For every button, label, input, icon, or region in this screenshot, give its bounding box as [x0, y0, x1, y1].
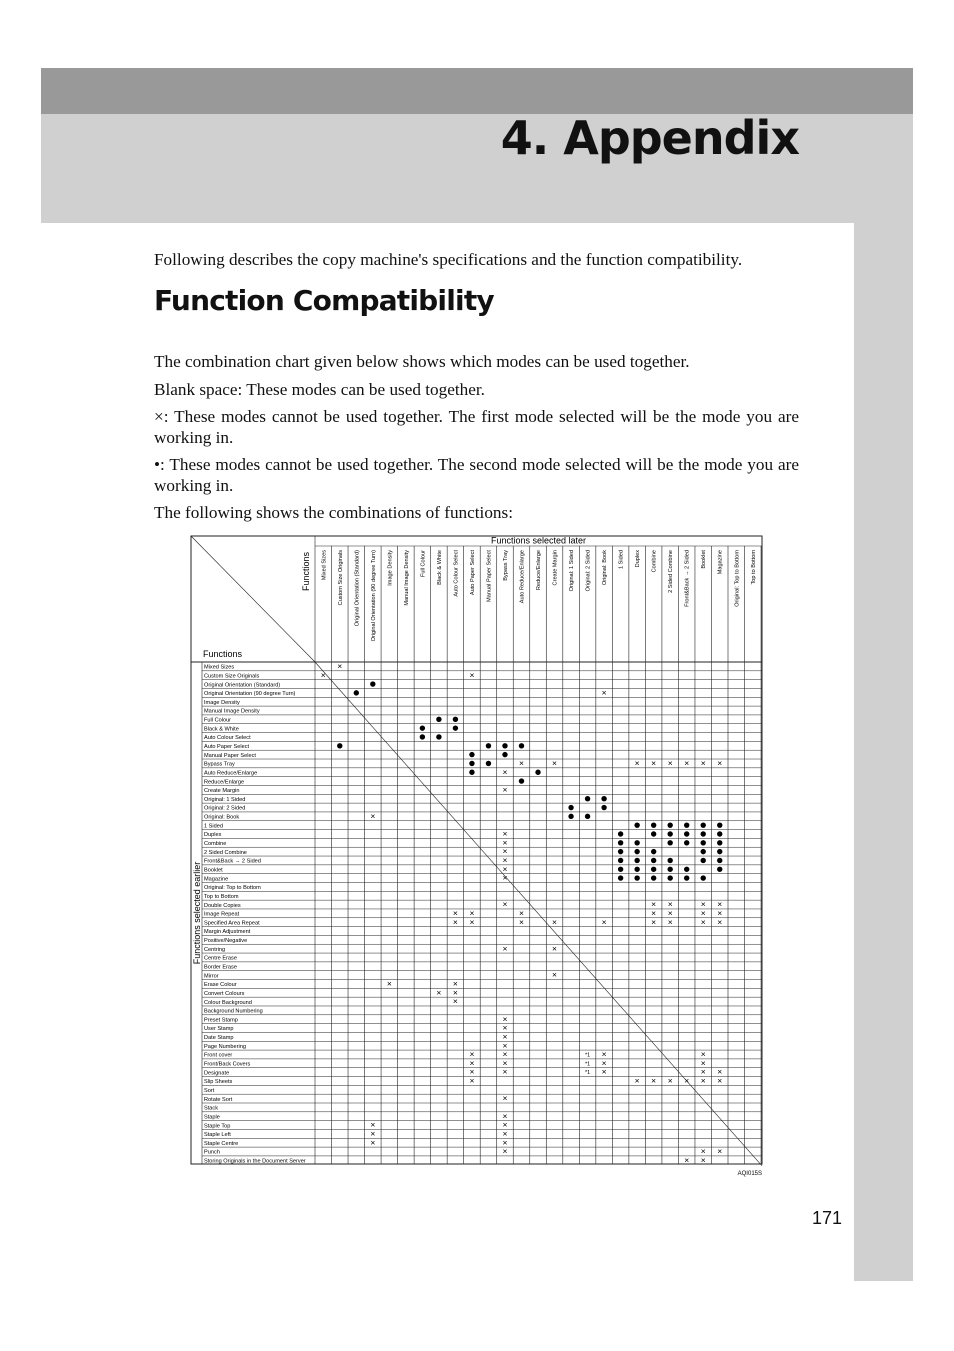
cell-cross: ×	[552, 916, 558, 927]
cell-cross: ×	[502, 1031, 508, 1042]
cell-dot	[667, 831, 672, 836]
cell-dot	[568, 805, 573, 810]
cell-cross: ×	[452, 916, 458, 927]
column-header: Manual Image Density	[403, 550, 410, 606]
column-header: Front&Back → 2 Sided	[684, 550, 691, 607]
cell-cross: ×	[601, 1057, 607, 1068]
column-header: Booklet	[701, 550, 708, 569]
cell-dot	[717, 867, 722, 872]
row-label: Reduce/Enlarge	[204, 779, 245, 786]
row-label: Duplex	[204, 832, 222, 839]
cell-cross: ×	[502, 872, 508, 883]
cell-dot	[684, 875, 689, 880]
cell-cross: ×	[452, 907, 458, 918]
cell-dot	[601, 805, 606, 810]
corner-functions-earlier-label: Functions	[203, 649, 243, 659]
cell-dot	[486, 743, 491, 748]
cell-dot	[667, 867, 672, 872]
cell-dot	[651, 858, 656, 863]
cell-cross: ×	[684, 758, 690, 769]
column-header: Original: Top to Bottom	[734, 550, 741, 607]
corner-functions-later-label: Functions	[301, 551, 311, 591]
cell-dot	[684, 867, 689, 872]
cell-dot	[634, 858, 639, 863]
row-label: Image Repeat	[204, 911, 240, 918]
chapter-title: 4. Appendix	[500, 111, 799, 165]
cell-dot	[701, 858, 706, 863]
cell-cross: ×	[717, 1075, 723, 1086]
cell-cross: ×	[552, 758, 558, 769]
cell-cross: ×	[717, 916, 723, 927]
cell-dot	[420, 734, 425, 739]
cell-cross: ×	[700, 1066, 706, 1077]
cell-cross: ×	[667, 907, 673, 918]
cell-dot	[684, 831, 689, 836]
cell-dot	[453, 717, 458, 722]
cell-cross: ×	[502, 828, 508, 839]
row-label: Staple	[204, 1114, 220, 1121]
cell-cross: ×	[502, 1119, 508, 1130]
cell-cross: ×	[502, 1049, 508, 1060]
row-label: Storing Originals in the Document Server	[204, 1158, 306, 1165]
column-header: Auto Colour Select	[453, 550, 460, 597]
cell-dot	[519, 743, 524, 748]
cell-cross: ×	[502, 899, 508, 910]
row-label: Front cover	[204, 1052, 233, 1059]
column-header: Image Density	[387, 550, 394, 586]
cell-dot	[601, 796, 606, 801]
cell-cross: ×	[601, 916, 607, 927]
cell-cross: ×	[502, 784, 508, 795]
cell-cross: ×	[700, 1049, 706, 1060]
cell-cross: ×	[502, 1040, 508, 1051]
cell-dot	[585, 814, 590, 819]
row-label: Specified Area Repeat	[204, 920, 260, 927]
column-header: Combine	[651, 550, 658, 573]
cell-cross: ×	[502, 1128, 508, 1139]
cell-cross: ×	[502, 837, 508, 848]
cell-cross: ×	[502, 766, 508, 777]
row-label: Black & White	[204, 726, 239, 733]
row-label: Manual Image Density	[204, 708, 260, 715]
row-label: 1 Sided	[204, 823, 223, 830]
cell-cross: ×	[370, 1128, 376, 1139]
row-label: Create Margin	[204, 788, 240, 795]
cell-note: *1	[584, 1052, 591, 1059]
row-label: Rotate Sort	[204, 1096, 233, 1103]
column-header: Magazine	[717, 550, 724, 575]
cell-dot	[618, 831, 623, 836]
cell-cross: ×	[601, 687, 607, 698]
cell-cross: ×	[700, 899, 706, 910]
cell-dot	[618, 875, 623, 880]
cell-dot	[717, 822, 722, 827]
row-label: Background Numbering	[204, 1008, 263, 1015]
cell-dot	[453, 725, 458, 730]
cell-dot	[717, 858, 722, 863]
row-label: Staple Left	[204, 1132, 231, 1139]
column-header: Original Orientation (Standard)	[354, 550, 361, 627]
cell-cross: ×	[320, 669, 326, 680]
cell-dot	[701, 849, 706, 854]
cell-cross: ×	[502, 1110, 508, 1121]
cell-dot	[701, 840, 706, 845]
cell-cross: ×	[651, 907, 657, 918]
row-label: Double Copies	[204, 902, 241, 909]
row-label: Sort	[204, 1087, 215, 1094]
cell-cross: ×	[552, 943, 558, 954]
cell-cross: ×	[700, 1154, 706, 1165]
cell-cross: ×	[519, 758, 524, 769]
cell-cross: ×	[634, 1075, 640, 1086]
column-header: Bypass Tray	[502, 550, 509, 581]
cell-cross: ×	[601, 1066, 607, 1077]
row-label: Designate	[204, 1070, 230, 1077]
cell-cross: ×	[519, 916, 524, 927]
cell-dot	[634, 867, 639, 872]
cell-dot	[420, 725, 425, 730]
cell-cross: ×	[502, 1057, 508, 1068]
cell-dot	[651, 849, 656, 854]
cell-dot	[717, 849, 722, 854]
row-label: Staple Top	[204, 1123, 231, 1130]
cell-dot	[568, 814, 573, 819]
row-label: Auto Paper Select	[204, 744, 250, 750]
cell-cross: ×	[700, 1075, 706, 1086]
column-header: Manual Paper Select	[486, 550, 493, 602]
cell-dot	[469, 752, 474, 757]
cell-dot	[337, 743, 342, 748]
cell-dot	[684, 840, 689, 845]
cell-dot	[618, 849, 623, 854]
cell-cross: ×	[700, 907, 706, 918]
row-label: Bypass Tray	[204, 761, 235, 768]
cell-cross: ×	[552, 969, 558, 980]
cell-cross: ×	[469, 916, 475, 927]
column-header: Original: 2 Sided	[585, 550, 592, 592]
row-label: Original Orientation (Standard)	[204, 682, 281, 689]
cell-cross: ×	[469, 1075, 475, 1086]
row-label: User Stamp	[204, 1026, 234, 1033]
row-label: 2 Sided Combine	[204, 849, 247, 856]
row-label: Original Orientation (90 degree Turn)	[204, 691, 296, 698]
cell-cross: ×	[469, 1066, 475, 1077]
row-label: Front/Back Covers	[204, 1061, 251, 1068]
chart-border	[191, 536, 762, 1164]
cell-dot	[701, 831, 706, 836]
cell-cross: ×	[469, 669, 475, 680]
cell-dot	[701, 822, 706, 827]
row-label: Auto Colour Select	[204, 735, 251, 742]
cell-cross: ×	[502, 1013, 508, 1024]
cell-cross: ×	[601, 1049, 607, 1060]
cell-cross: ×	[370, 1137, 376, 1148]
cell-cross: ×	[667, 1075, 673, 1086]
cell-cross: ×	[700, 916, 706, 927]
cell-dot	[651, 831, 656, 836]
page-number: 171	[812, 1208, 843, 1228]
cell-dot	[667, 875, 672, 880]
cell-cross: ×	[469, 907, 475, 918]
cell-dot	[469, 770, 474, 775]
cell-dot	[684, 822, 689, 827]
row-label: Original: Top to Bottom	[204, 885, 261, 892]
intro-text: Following describes the copy machine's specifications and the function compatibility.	[154, 250, 743, 269]
cell-cross: ×	[452, 996, 458, 1007]
cell-cross: ×	[667, 899, 673, 910]
row-label: Image Density	[204, 699, 240, 706]
row-label: Mirror	[204, 973, 219, 980]
paragraph-cross-legend: ×: These modes cannot be used together. The first mode selected will be the mode you are working in.	[154, 407, 799, 447]
cell-cross: ×	[502, 1022, 508, 1033]
cell-cross: ×	[634, 758, 640, 769]
cell-dot	[519, 778, 524, 783]
cell-dot	[634, 849, 639, 854]
cell-dot	[717, 831, 722, 836]
cell-cross: ×	[386, 978, 392, 989]
row-label: Colour Background	[204, 999, 252, 1006]
cell-dot	[436, 717, 441, 722]
cell-cross: ×	[717, 907, 723, 918]
cell-cross: ×	[717, 1146, 723, 1157]
column-header: Mixed Sizes	[321, 550, 328, 581]
row-label: Centre Erase	[204, 955, 237, 962]
column-header: 2 Sided Combine	[668, 550, 675, 593]
row-label: Stack	[204, 1105, 218, 1112]
cell-dot	[354, 690, 359, 695]
row-label: Custom Size Originals	[204, 673, 260, 680]
row-label: Original: Book	[204, 814, 240, 821]
cell-cross: ×	[370, 1119, 376, 1130]
row-label: Combine	[204, 841, 227, 848]
cell-cross: ×	[519, 907, 524, 918]
cell-cross: ×	[502, 943, 508, 954]
cell-cross: ×	[717, 1066, 723, 1077]
corner-diagonal	[191, 536, 315, 662]
side-label: Functions selected earlier	[192, 861, 202, 965]
cell-dot	[502, 752, 507, 757]
column-header: 1 Sided	[618, 550, 625, 569]
cell-cross: ×	[502, 1146, 508, 1157]
cell-cross: ×	[452, 987, 458, 998]
column-header: Original Orientation (90 degree Turn)	[370, 550, 377, 642]
cell-cross: ×	[337, 661, 343, 672]
cell-dot	[634, 875, 639, 880]
cell-cross: ×	[684, 1075, 690, 1086]
cell-dot	[634, 822, 639, 827]
paragraph-combinations-intro: The following shows the combinations of functions:	[154, 503, 513, 522]
row-label: Slip Sheets	[204, 1079, 233, 1086]
cell-dot	[667, 840, 672, 845]
column-header: Reduce/Enlarge	[536, 550, 543, 591]
row-label: Original: 1 Sided	[204, 796, 246, 803]
row-label: Manual Paper Select	[204, 752, 256, 759]
cell-cross: ×	[469, 1049, 475, 1060]
cell-cross: ×	[370, 810, 376, 821]
cell-dot	[618, 867, 623, 872]
cell-cross: ×	[502, 1066, 508, 1077]
column-header: Original: Book	[602, 550, 609, 586]
cell-cross: ×	[717, 758, 723, 769]
cell-cross: ×	[469, 1057, 475, 1068]
chart-top-header: Functions selected later	[490, 535, 587, 546]
cell-cross: ×	[651, 758, 657, 769]
cell-cross: ×	[651, 916, 657, 927]
column-header: Custom Size Originals	[337, 550, 344, 606]
cell-dot	[502, 743, 507, 748]
column-header: Duplex	[635, 550, 642, 568]
section-title: Function Compatibility	[154, 284, 494, 317]
cell-cross: ×	[502, 1093, 508, 1104]
cell-cross: ×	[651, 1075, 657, 1086]
column-header: Create Margin	[552, 550, 559, 586]
figure-code: AQI015S	[737, 1171, 762, 1177]
cell-cross: ×	[452, 978, 458, 989]
cell-dot	[701, 875, 706, 880]
cell-cross: ×	[700, 1057, 706, 1068]
row-label: Margin Adjustment	[204, 929, 251, 936]
cell-dot	[618, 840, 623, 845]
cell-note: *1	[584, 1070, 591, 1077]
cell-dot	[618, 858, 623, 863]
cell-dot	[634, 840, 639, 845]
column-header: Auto Paper Select	[469, 550, 476, 596]
cell-cross: ×	[667, 916, 673, 927]
row-label: Positive/Negative	[204, 938, 248, 945]
cell-dot	[717, 840, 722, 845]
row-label: Date Stamp	[204, 1035, 234, 1042]
row-label: Centring	[204, 946, 226, 953]
cell-dot	[585, 796, 590, 801]
row-label: Mixed Sizes	[204, 664, 235, 671]
cell-dot	[667, 822, 672, 827]
cell-dot	[651, 875, 656, 880]
paragraph-dot-legend: •: These modes cannot be used together. The second mode selected will be the mode you are working in.	[154, 455, 799, 495]
row-label: Top to Bottom	[204, 893, 239, 900]
cell-cross: ×	[717, 899, 723, 910]
cell-cross: ×	[436, 987, 442, 998]
row-label: Erase Colour	[204, 982, 237, 989]
cell-cross: ×	[667, 758, 673, 769]
row-label: Convert Colours	[204, 990, 245, 997]
cell-dot	[651, 822, 656, 827]
column-header: Full Colour	[420, 550, 427, 578]
column-header: Original: 1 Sided	[569, 550, 576, 592]
row-label: Staple Centre	[204, 1140, 239, 1147]
column-header: Black & White	[436, 550, 443, 585]
cell-cross: ×	[700, 1146, 706, 1157]
cell-dot	[370, 681, 375, 686]
row-label: Page Numbering	[204, 1043, 246, 1050]
paragraph-chart-description: The combination chart given below shows which modes can be used together.	[154, 352, 690, 371]
cell-cross: ×	[502, 846, 508, 857]
cell-cross: ×	[700, 758, 706, 769]
cell-dot	[651, 867, 656, 872]
row-label: Full Colour	[204, 717, 232, 724]
row-label: Auto Reduce/Enlarge	[204, 770, 258, 777]
paragraph-blank-legend: Blank space: These modes can be used together.	[154, 380, 485, 399]
cell-dot	[486, 761, 491, 766]
row-label: Magazine	[204, 876, 229, 883]
row-label: Original: 2 Sided	[204, 805, 246, 812]
row-label: Punch	[204, 1149, 220, 1156]
row-label: Preset Stamp	[204, 1017, 238, 1024]
cell-note: *1	[584, 1061, 591, 1068]
cell-cross: ×	[651, 899, 657, 910]
cell-cross: ×	[502, 855, 508, 866]
cell-dot	[469, 761, 474, 766]
cell-dot	[436, 734, 441, 739]
row-label: Front&Back → 2 Sided	[204, 858, 261, 865]
cell-cross: ×	[684, 1154, 690, 1165]
row-label: Border Erase	[204, 964, 237, 971]
cell-cross: ×	[502, 863, 508, 874]
column-header: Auto Reduce/Enlarge	[519, 550, 526, 604]
cell-dot	[667, 858, 672, 863]
row-label: Booklet	[204, 867, 223, 874]
column-header: Top to Bottom	[750, 550, 757, 585]
cell-cross: ×	[502, 1137, 508, 1148]
cell-dot	[535, 770, 540, 775]
